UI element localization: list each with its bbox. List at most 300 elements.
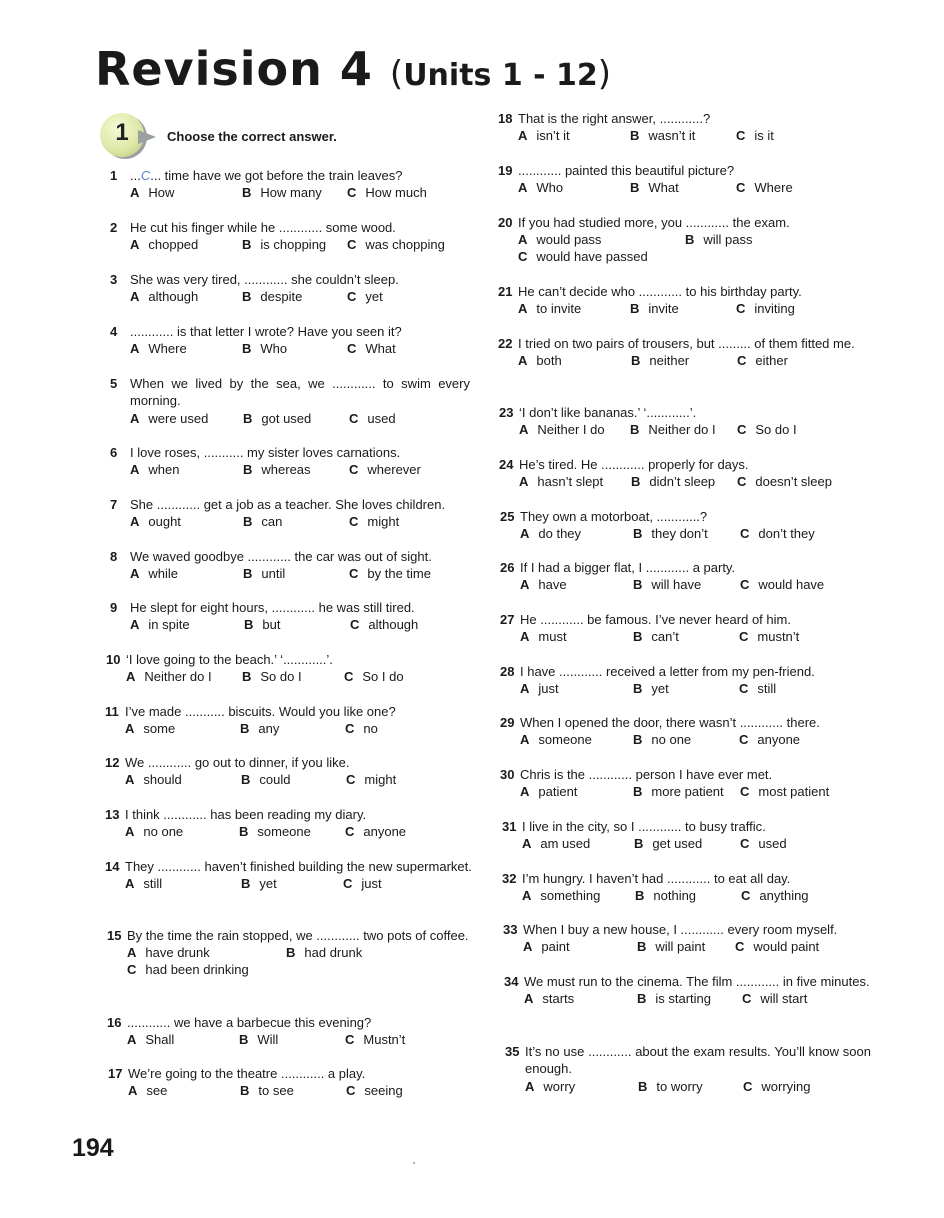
option-letter: C: [737, 474, 747, 490]
option-text: patient: [538, 784, 578, 800]
option-text: used: [758, 836, 787, 852]
option-letter: C: [741, 888, 751, 904]
answer-options: [518, 127, 848, 144]
option-b[interactable]: [243, 410, 311, 427]
option-letter: B: [633, 784, 643, 800]
question-text: I’ve made ........... biscuits. Would you like one?: [125, 704, 396, 719]
question-number: 22: [498, 336, 513, 351]
question-number: 31: [502, 819, 517, 834]
question-item: [110, 599, 470, 633]
option-c[interactable]: [739, 680, 776, 697]
option-b[interactable]: [242, 184, 322, 201]
option-c[interactable]: [345, 720, 378, 737]
option-letter: C: [345, 824, 355, 840]
option-letter: B: [241, 876, 251, 892]
option-c[interactable]: [347, 288, 383, 305]
question-item: [110, 271, 460, 305]
option-c[interactable]: [343, 875, 382, 892]
option-c[interactable]: [350, 616, 418, 633]
option-letter: A: [126, 669, 136, 685]
option-letter: A: [525, 1078, 535, 1094]
option-b[interactable]: [637, 938, 705, 955]
option-text: can: [261, 514, 283, 530]
question-number: 13: [105, 807, 120, 822]
option-c[interactable]: [737, 473, 832, 490]
question-number: 23: [499, 405, 514, 420]
option-letter: B: [239, 824, 249, 840]
option-letter: C: [349, 514, 359, 530]
option-letter: C: [739, 732, 749, 748]
question-item: [110, 496, 470, 530]
option-b[interactable]: [243, 461, 311, 478]
option-text: How: [148, 185, 175, 201]
option-text: starts: [542, 991, 575, 1007]
option-c[interactable]: [736, 127, 774, 144]
option-letter: B: [633, 681, 643, 697]
option-letter: C: [737, 353, 747, 369]
option-letter: C: [127, 962, 137, 978]
option-b[interactable]: [634, 835, 702, 852]
option-c[interactable]: [739, 628, 799, 645]
option-c[interactable]: [742, 990, 807, 1007]
question-text: They ............ haven’t finished building the new supermarket.: [125, 859, 472, 874]
option-letter: B: [635, 888, 645, 904]
option-b[interactable]: [243, 513, 282, 530]
option-c[interactable]: [349, 410, 396, 427]
answer-options: [520, 731, 860, 748]
option-a[interactable]: [522, 887, 600, 904]
question-text: By the time the rain stopped, we ............ two pots of coffee.: [127, 928, 469, 943]
option-b[interactable]: [633, 576, 701, 593]
answer-options: [525, 1078, 871, 1095]
option-letter: C: [736, 128, 746, 144]
question-text: We waved goodbye ............ the car was out of sight.: [130, 549, 432, 564]
option-letter: B: [637, 939, 647, 955]
question-text: It’s no use ............ about the exam results. You’ll know soon enough.: [525, 1044, 871, 1077]
option-text: will pass: [703, 232, 753, 248]
option-a[interactable]: [523, 938, 570, 955]
option-c[interactable]: [347, 340, 396, 357]
option-c[interactable]: [737, 352, 788, 369]
option-a[interactable]: [130, 184, 174, 201]
option-letter: A: [520, 732, 530, 748]
question-text: When I opened the door, there wasn’t ............ there.: [520, 715, 820, 730]
question-text: We must run to the cinema. The film ............ in five minutes.: [524, 974, 870, 989]
option-c[interactable]: [518, 248, 648, 265]
option-a[interactable]: [125, 823, 183, 840]
option-c[interactable]: [739, 731, 800, 748]
option-text: something: [540, 888, 601, 904]
option-text: to invite: [536, 301, 582, 317]
option-b[interactable]: [240, 720, 279, 737]
question-item: [106, 651, 466, 685]
option-text: might: [367, 514, 400, 530]
option-b[interactable]: [242, 288, 302, 305]
option-text: to worry: [656, 1078, 703, 1094]
option-a[interactable]: [518, 352, 562, 369]
question-text-after: ... time have we got before the train leaves?: [150, 168, 403, 183]
option-letter: B: [240, 721, 250, 737]
option-letter: A: [520, 577, 530, 593]
option-text: would have: [758, 577, 825, 593]
option-c[interactable]: [345, 823, 406, 840]
question-item: [498, 110, 848, 144]
option-c[interactable]: [740, 525, 815, 542]
question-number: 28: [500, 664, 515, 679]
option-letter: A: [520, 629, 530, 645]
answer-options: [130, 513, 470, 530]
answer-options: [125, 720, 435, 737]
question-item: [110, 444, 460, 478]
option-letter: C: [743, 1078, 753, 1094]
option-text: more patient: [651, 784, 724, 800]
question-text: ‘I love going to the beach.’ ‘............’.: [126, 652, 333, 667]
question-item: [498, 162, 848, 196]
option-text: nothing: [653, 888, 697, 904]
option-letter: A: [518, 232, 528, 248]
option-text: seeing: [364, 1083, 403, 1099]
option-text: would paint: [753, 939, 820, 955]
option-letter: A: [519, 422, 529, 438]
option-text: no: [363, 721, 378, 737]
page-number: 194: [72, 1134, 114, 1162]
option-text: by the time: [367, 566, 431, 582]
question-item: [107, 927, 473, 978]
option-a[interactable]: [130, 236, 198, 253]
question-item: [500, 714, 860, 748]
option-b[interactable]: [630, 300, 679, 317]
option-text: will paint: [655, 939, 706, 955]
question-number: 6: [110, 445, 118, 460]
option-a[interactable]: [520, 680, 559, 697]
option-letter: B: [637, 991, 647, 1007]
option-text: mustn’t: [757, 629, 800, 645]
question-text: When we lived by the sea, we ............ to swim every morning.: [130, 376, 470, 409]
question-item: [504, 973, 870, 1007]
option-c[interactable]: [347, 236, 445, 253]
option-text: whereas: [261, 462, 311, 478]
option-c[interactable]: [127, 961, 249, 978]
option-b[interactable]: [635, 887, 696, 904]
option-letter: C: [740, 577, 750, 593]
option-letter: C: [740, 784, 750, 800]
question-item: [500, 508, 850, 542]
question-item: [502, 870, 842, 904]
option-a[interactable]: [520, 628, 567, 645]
option-letter: C: [736, 180, 746, 196]
question-item: [500, 663, 852, 697]
option-text: neither: [649, 353, 690, 369]
question-item: [503, 921, 869, 955]
question-number: 33: [503, 922, 518, 937]
question-text: I have ............ received a letter from my pen-friend.: [520, 664, 815, 679]
option-b[interactable]: [242, 668, 302, 685]
option-a[interactable]: [130, 288, 198, 305]
question-text: Chris is the ............ person I have ever met.: [520, 767, 773, 782]
option-letter: A: [519, 474, 529, 490]
option-a[interactable]: [519, 421, 605, 438]
option-text: will have: [651, 577, 702, 593]
option-b[interactable]: [633, 783, 724, 800]
option-b[interactable]: [241, 875, 277, 892]
option-text: in spite: [148, 617, 190, 633]
answer-options: [127, 944, 473, 961]
option-letter: A: [518, 353, 528, 369]
option-text: invite: [648, 301, 679, 317]
option-a[interactable]: [130, 513, 181, 530]
option-c[interactable]: [349, 513, 399, 530]
answer-options: [518, 248, 848, 265]
option-letter: A: [127, 1032, 137, 1048]
question-number: 18: [498, 111, 513, 126]
option-c[interactable]: [344, 668, 404, 685]
option-letter: C: [343, 876, 353, 892]
option-letter: C: [735, 939, 745, 955]
option-a[interactable]: [130, 340, 187, 357]
option-letter: C: [346, 772, 356, 788]
option-letter: B: [243, 566, 253, 582]
question-number: 7: [110, 497, 118, 512]
option-b[interactable]: [633, 525, 708, 542]
option-a[interactable]: [520, 783, 577, 800]
option-text: might: [364, 772, 397, 788]
question-item: [500, 766, 860, 800]
option-a[interactable]: [518, 179, 563, 196]
option-letter: A: [518, 301, 528, 317]
option-text: ought: [148, 514, 181, 530]
option-text: Neither I do: [537, 422, 605, 438]
option-text: still: [757, 681, 777, 697]
option-text: yet: [259, 876, 277, 892]
option-a[interactable]: [518, 127, 570, 144]
option-text: do they: [538, 526, 582, 542]
question-item: [105, 806, 435, 840]
option-text: some: [143, 721, 176, 737]
option-a[interactable]: [125, 771, 182, 788]
question-text: [130, 167, 460, 184]
question-item: [500, 611, 830, 645]
option-a[interactable]: [525, 1078, 575, 1095]
question-text: We ............ go out to dinner, if you like.: [125, 755, 350, 770]
option-text: doesn’t sleep: [755, 474, 833, 490]
option-letter: A: [128, 1083, 138, 1099]
question-number: 17: [108, 1066, 123, 1081]
question-number: 24: [499, 457, 514, 472]
option-text: would have passed: [536, 249, 648, 265]
option-text: still: [143, 876, 163, 892]
option-text: anyone: [363, 824, 407, 840]
option-text: would pass: [536, 232, 602, 248]
option-letter: A: [130, 617, 140, 633]
question-text: If I had a bigger flat, I ............ a party.: [520, 560, 736, 575]
option-text: can’t: [651, 629, 679, 645]
option-text: see: [146, 1083, 168, 1099]
option-c[interactable]: [345, 1031, 405, 1048]
option-a[interactable]: [524, 990, 574, 1007]
option-text: worry: [543, 1078, 576, 1094]
answer-options: [522, 835, 842, 852]
filled-answer: C: [140, 168, 151, 183]
question-number: 29: [500, 715, 515, 730]
option-a[interactable]: [130, 461, 179, 478]
question-number: 34: [504, 974, 519, 989]
option-letter: B: [243, 462, 253, 478]
option-a[interactable]: [127, 1031, 174, 1048]
option-letter: A: [130, 462, 140, 478]
option-c[interactable]: [740, 835, 787, 852]
option-a[interactable]: [127, 944, 210, 961]
option-a[interactable]: [522, 835, 590, 852]
option-b[interactable]: [244, 616, 280, 633]
option-letter: C: [740, 836, 750, 852]
question-text: He’s tired. He ............ properly for days.: [519, 457, 749, 472]
option-letter: C: [347, 185, 357, 201]
question-number: 11: [105, 704, 119, 719]
option-a[interactable]: [518, 300, 581, 317]
option-letter: A: [130, 289, 140, 305]
option-c[interactable]: [736, 179, 793, 196]
option-letter: C: [347, 237, 357, 253]
option-letter: B: [286, 945, 296, 961]
option-letter: B: [633, 732, 643, 748]
question-item: [110, 375, 470, 427]
answer-options: [127, 961, 473, 978]
question-item: [505, 1043, 871, 1095]
option-text: had drunk: [304, 945, 363, 961]
question-text: That is the right answer, ............?: [518, 111, 711, 126]
option-c[interactable]: [346, 1082, 403, 1099]
question-item: [110, 167, 460, 201]
option-b[interactable]: [631, 352, 689, 369]
option-text: didn’t sleep: [649, 474, 716, 490]
option-letter: B: [630, 128, 640, 144]
answer-options: [126, 668, 466, 685]
option-letter: B: [242, 185, 252, 201]
option-text: no one: [651, 732, 692, 748]
question-item: [498, 214, 848, 265]
question-item: [499, 404, 839, 438]
option-b[interactable]: [242, 236, 326, 253]
option-a[interactable]: [126, 668, 212, 685]
option-c[interactable]: [346, 771, 396, 788]
option-letter: A: [130, 514, 140, 530]
option-letter: C: [347, 289, 357, 305]
option-a[interactable]: [130, 410, 208, 427]
option-letter: A: [518, 128, 528, 144]
option-a[interactable]: [520, 576, 567, 593]
answer-options: [125, 875, 473, 892]
option-b[interactable]: [239, 1031, 278, 1048]
question-item: [498, 283, 848, 317]
option-b[interactable]: [241, 771, 290, 788]
option-letter: A: [130, 185, 140, 201]
answer-options: [130, 236, 460, 253]
question-item: [105, 754, 435, 788]
question-text: I think ............ has been reading my diary.: [125, 807, 367, 822]
option-b[interactable]: [630, 127, 695, 144]
option-b[interactable]: [239, 823, 311, 840]
answer-options: [522, 887, 842, 904]
page-title: Revision 4 (Units 1 - 12): [95, 42, 612, 96]
option-c[interactable]: [347, 184, 427, 201]
option-b[interactable]: [685, 231, 753, 248]
option-letter: B: [244, 617, 254, 633]
option-text: Neither do I: [144, 669, 212, 685]
answer-options: [518, 300, 848, 317]
option-letter: B: [242, 341, 252, 357]
question-text: She was very tired, ............ she couldn’t sleep.: [130, 272, 399, 287]
option-a[interactable]: [130, 565, 178, 582]
option-a[interactable]: [125, 875, 162, 892]
option-text: someone: [538, 732, 592, 748]
answer-options: [518, 352, 864, 369]
option-text: How many: [260, 185, 322, 201]
option-c[interactable]: [743, 1078, 811, 1095]
speck: [413, 1162, 415, 1164]
option-letter: A: [518, 180, 528, 196]
badge-arrow-icon: [138, 130, 156, 144]
option-c[interactable]: [349, 565, 431, 582]
option-a[interactable]: [519, 473, 603, 490]
option-b[interactable]: [243, 565, 285, 582]
option-c[interactable]: [741, 887, 809, 904]
answer-options: [130, 461, 460, 478]
option-c[interactable]: [737, 421, 797, 438]
option-text: must: [538, 629, 567, 645]
option-b[interactable]: [240, 1082, 294, 1099]
option-a[interactable]: [130, 616, 190, 633]
option-c[interactable]: [736, 300, 795, 317]
option-b[interactable]: [631, 473, 715, 490]
option-text: will start: [760, 991, 808, 1007]
option-letter: A: [125, 772, 135, 788]
option-b[interactable]: [633, 628, 679, 645]
option-text: while: [148, 566, 179, 582]
option-a[interactable]: [520, 525, 581, 542]
question-item: [498, 335, 864, 369]
question-text: He slept for eight hours, ............ he was still tired.: [130, 600, 415, 615]
option-a[interactable]: [128, 1082, 167, 1099]
option-letter: C: [345, 1032, 355, 1048]
option-letter: C: [344, 669, 354, 685]
question-text: He ............ be famous. I’ve never heard of him.: [520, 612, 791, 627]
option-text: Will: [257, 1032, 279, 1048]
option-b[interactable]: [630, 421, 716, 438]
option-text: So I do: [362, 669, 404, 685]
question-text: When I buy a new house, I ............ every room myself.: [523, 922, 838, 937]
option-c[interactable]: [735, 938, 819, 955]
option-b[interactable]: [286, 944, 362, 961]
option-b[interactable]: [637, 990, 711, 1007]
option-text: inviting: [754, 301, 795, 317]
option-c[interactable]: [349, 461, 421, 478]
option-a[interactable]: [520, 731, 592, 748]
option-text: So do I: [260, 669, 302, 685]
option-a[interactable]: [125, 720, 175, 737]
option-a[interactable]: [518, 231, 601, 248]
question-text: I tried on two pairs of trousers, but ......... of them fitted me.: [518, 336, 855, 351]
option-b[interactable]: [633, 731, 691, 748]
option-c[interactable]: [740, 576, 824, 593]
question-number: 26: [500, 560, 515, 575]
option-b[interactable]: [633, 680, 669, 697]
question-item: [110, 219, 460, 253]
option-b[interactable]: [638, 1078, 703, 1095]
option-c[interactable]: [740, 783, 829, 800]
answer-options: [520, 680, 852, 697]
option-b[interactable]: [630, 179, 679, 196]
option-b[interactable]: [242, 340, 287, 357]
